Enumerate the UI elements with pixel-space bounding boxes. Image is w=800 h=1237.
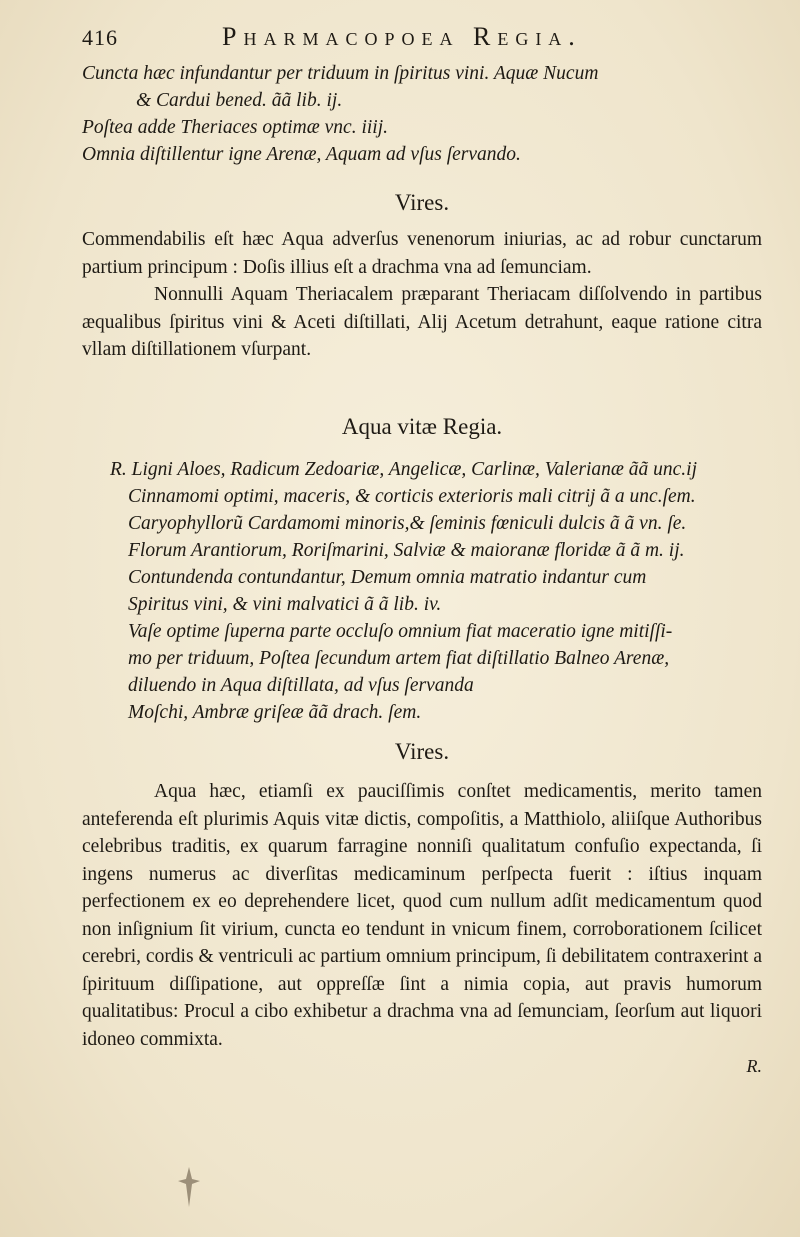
recipe-line: diluendo in Aqua diſtillata, ad vſus ſervanda bbox=[128, 675, 474, 696]
recipe-aqua-vitae bbox=[110, 456, 768, 726]
recipe-line: Cuncta hæc infundantur per triduum in ſpiritus vini. Aquæ Nucum bbox=[82, 63, 599, 84]
recipe-line: Caryophyllorũ Cardamomi minoris,& ſeminis fœniculi dulcis ã ã vn. ſe. bbox=[128, 513, 687, 534]
page-header bbox=[82, 22, 740, 62]
recipe-line: Vaſe optime ſuperna parte occluſo omnium fiat maceratio igne mitiſſi- bbox=[128, 621, 673, 642]
catchword: R. bbox=[746, 1056, 762, 1076]
vires-paragraph-1 bbox=[82, 226, 762, 364]
recipe-line: & Cardui bened. ãã lib. ij. bbox=[136, 90, 343, 111]
recipe-line: Spiritus vini, & vini malvatici ã ã lib. iv. bbox=[128, 594, 442, 615]
page-number: 416 bbox=[82, 25, 118, 50]
running-title: Pharmacopoea Regia. bbox=[222, 22, 582, 51]
paragraph: Aqua hæc, etiamſi ex pauciſſimis conſtet medicamentis, merito tamen anteferenda eſt plurimis Aquis vitæ dictis, compoſitis, a Matthiolo, aliiſque Authoribus celebribus traditis, ex quarum farragine nonniſi qualitatum confuſio expectanda, ſi ingens numerus ac diverſitas medicaminum perſpecta fuerit : iſtius inquam perfectionem ex eo deprehendere licet, quod cum nullum adſit medicamentum quod non inſignium ſit virium, cuncta eo tendunt in vnicum finem, corroborationem ſcilicet cerebri, cordis & ventriculi ac partium omnium principum, ſi debilitatem contraxerint a ſpirituum diſſipatione, aut oppreſſæ ſint a nimia copia, aut pravis humorum qualitatibus: Procul a cibo exhibetur a drachma vna ad ſemunciam, ſeorſum aut liquori idoneo commixta. bbox=[82, 781, 762, 1050]
recipe-line: Omnia diſtillentur igne Arenæ, Aquam ad vſus ſervando. bbox=[82, 144, 521, 165]
section-heading-vires-2: Vires. bbox=[394, 739, 450, 764]
paragraph: Nonnulli Aquam Theriacalem præparant Theriacam diſſolvendo in partibus æqualibus ſpiritus vini & Aceti diſtillati, Alij Acetum detrahunt, eaque ratione citra vllam diſtillationem vſurpant. bbox=[82, 284, 762, 360]
recipe-line: Contundenda contundantur, Demum omnia matratio indantur cum bbox=[128, 567, 647, 588]
recipe-line: Florum Arantiorum, Roriſmarini, Salviæ & maioranæ floridæ ã ã m. ij. bbox=[128, 540, 685, 561]
printer-ornament-icon bbox=[172, 1165, 206, 1209]
recipe-line: Moſchi, Ambræ griſeæ ãã drach. ſem. bbox=[128, 702, 422, 723]
recipe-line: R. Ligni Aloes, Radicum Zedoariæ, Angelicæ, Carlinæ, Valerianæ ãã unc.ij bbox=[110, 459, 697, 480]
vires-paragraph-2 bbox=[82, 778, 762, 1053]
recipe-line: mo per triduum, Poſtea ſecundum artem fiat diſtillatio Balneo Arenæ, bbox=[128, 648, 670, 669]
section-heading-aqua-vitae: Aqua vitæ Regia. bbox=[341, 414, 503, 439]
recipe-line: Cinnamomi optimi, maceris, & corticis exterioris mali citrij ã a unc.ſem. bbox=[128, 486, 696, 507]
section-heading-vires: Vires. bbox=[394, 190, 450, 215]
recipe-continuation bbox=[82, 60, 762, 168]
recipe-line: Poſtea adde Theriaces optimæ vnc. iiij. bbox=[82, 117, 388, 138]
paragraph: Commendabilis eſt hæc Aqua adverſus venenorum iniurias, ac ad robur cunctarum partium principum : Doſis illius eſt a drachma vna ad ſemunciam. bbox=[82, 229, 762, 278]
